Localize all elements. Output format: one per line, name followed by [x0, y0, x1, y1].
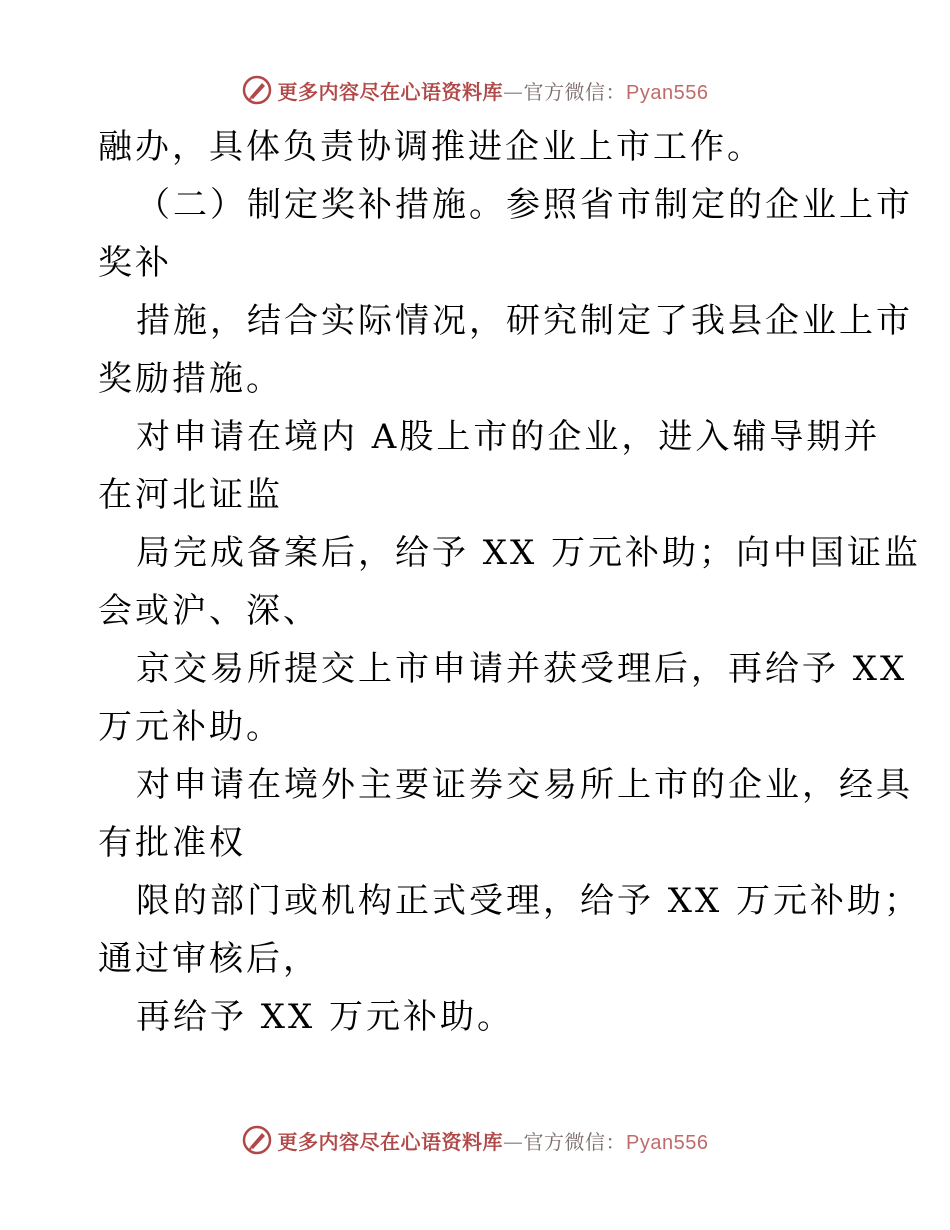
header-banner-text: [278, 76, 709, 105]
body-line: 局完成备案后，给予 XX 万元补助；向中国证监: [136, 533, 922, 573]
quill-pen-logo-icon: [242, 1125, 272, 1155]
body-line: 京交易所提交上市申请并获受理后，再给予 XX: [136, 649, 908, 689]
body-line: 再给予 XX 万元补助。: [136, 997, 515, 1037]
body-line: 限的部门或机构正式受理，给予 XX 万元补助；: [136, 881, 922, 921]
footer-banner-text: [278, 1126, 709, 1155]
body-line: 奖补: [98, 243, 172, 283]
body-line: （二）制定奖补措施。参照省市制定的企业上市: [136, 185, 913, 225]
header-brand: 更多内容尽在心语资料库: [277, 79, 504, 104]
body-line: 措施，结合实际情况，研究制定了我县企业上市: [136, 301, 913, 341]
footer-banner: [0, 1120, 950, 1160]
footer-dash: —: [503, 1129, 524, 1154]
header-wechat-handle: Pyan556: [626, 81, 709, 104]
body-line: 融办，具体负责协调推进企业上市工作。: [98, 127, 764, 167]
body-line: 对申请在境内 A股上市的企业，进入辅导期并: [136, 417, 881, 457]
body-line: 在河北证监: [98, 475, 283, 515]
header-banner: [0, 70, 950, 110]
body-line: 对申请在境外主要证券交易所上市的企业，经具: [136, 765, 913, 805]
body-line: 奖励措施。: [98, 359, 283, 399]
body-line: 会或沪、深、: [98, 591, 320, 631]
body-line: 通过审核后，: [98, 939, 320, 979]
footer-brand: 更多内容尽在心语资料库: [277, 1129, 504, 1154]
footer-wechat-handle: Pyan556: [626, 1131, 709, 1154]
header-wechat-label: 官方微信：: [523, 79, 627, 104]
document-body: [98, 118, 922, 1046]
body-line: 有批准权: [98, 823, 246, 863]
footer-wechat-label: 官方微信：: [523, 1129, 627, 1154]
body-line: 万元补助。: [98, 707, 283, 747]
quill-pen-logo-icon: [242, 75, 272, 105]
header-dash: —: [503, 79, 524, 104]
